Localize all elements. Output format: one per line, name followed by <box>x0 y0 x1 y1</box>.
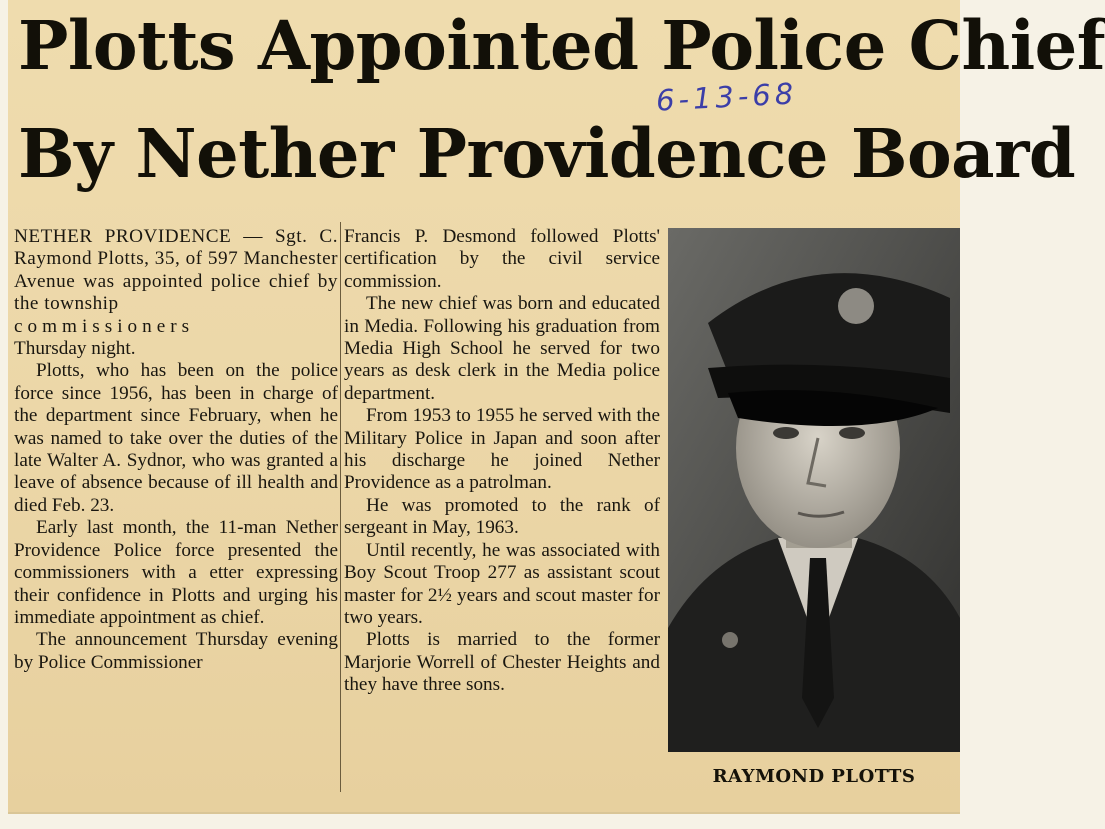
headline-line-2: By Nether Providence Board <box>18 114 1076 193</box>
column-divider <box>340 222 341 792</box>
handwritten-date: 6-13-68 <box>655 76 798 118</box>
article-paragraph: He was promoted to the rank of sergeant in May, 1963. <box>344 494 660 539</box>
article-paragraph: The announcement Thursday evening by Police Commissioner <box>14 629 338 673</box>
article-paragraph: The new chief was born and educated in Media. Following his graduation from Media High School he served for two years as desk clerk in the Media police department. <box>344 293 660 404</box>
article-paragraph: Early last month, the 11-man Nether Providence Police force presented the commissioners with a etter expressing their confidence in Plotts and urging his immediate appointment as chief. <box>14 517 338 628</box>
headline-line-1: Plotts Appointed Police Chief <box>18 6 1105 85</box>
photo-caption: RAYMOND PLOTTS <box>712 766 916 787</box>
article-paragraph: Until recently, he was associated with Boy Scout Troop 277 as assistant scout master for 2½ years and scout master for two years. <box>344 539 660 628</box>
article-column-2 <box>344 226 660 697</box>
article-paragraph: Plotts, who has been on the police force since 1956, has been in charge of the department since February, when he was named to take over the duties of the late Walter A. Sydnor, who was granted a leave of absence because of ill health and died Feb. 23. <box>14 360 338 516</box>
article-paragraph: From 1953 to 1955 he served with the Military Police in Japan and soon after his discharge he joined Nether Providence as a patrolman. <box>344 405 660 494</box>
article-paragraph: Thursday night. <box>14 338 136 360</box>
article-paragraph: Francis P. Desmond followed Plotts' certification by the civil service commission. <box>344 226 660 292</box>
article-paragraph: commissioners <box>14 315 195 337</box>
article-column-1 <box>14 226 338 674</box>
article-paragraph: NETHER PROVIDENCE — Sgt. C. Raymond Plotts, 35, of 597 Manchester Avenue was appointed police chief by the township <box>14 226 338 315</box>
article-paragraph: Plotts is married to the former Marjorie Worrell of Chester Heights and they have three sons. <box>344 629 660 696</box>
portrait-image <box>668 228 960 752</box>
portrait-photo <box>668 228 960 752</box>
newspaper-clipping <box>8 0 1105 812</box>
